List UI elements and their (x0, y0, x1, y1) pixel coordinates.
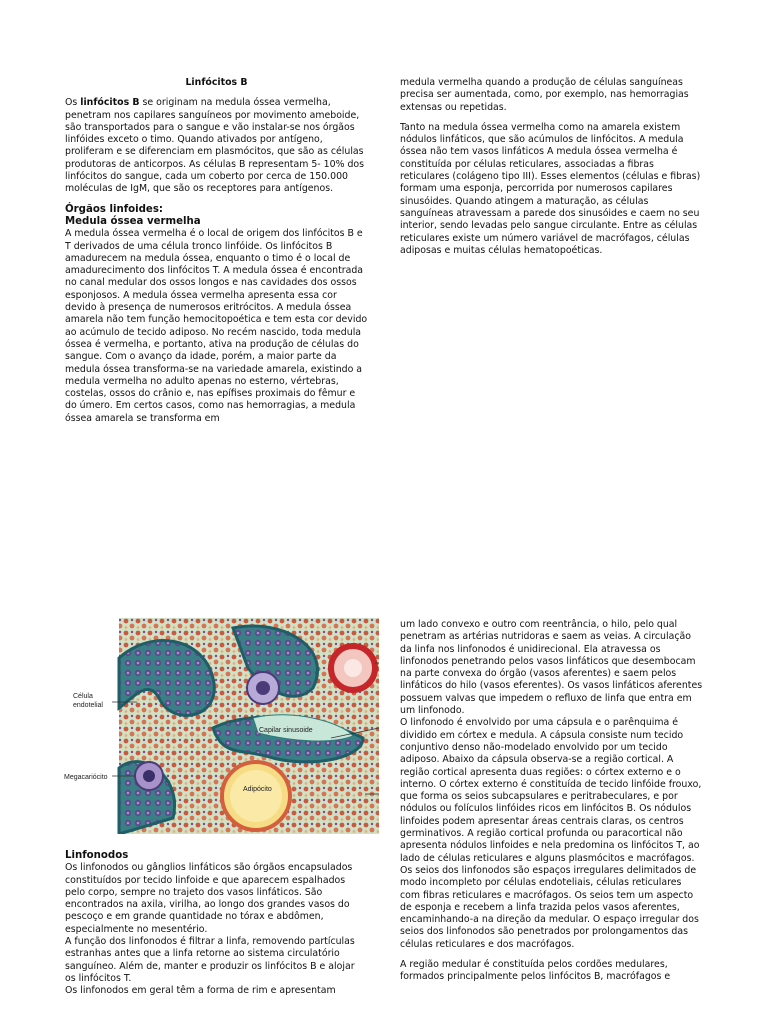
label-capilar-sinusoide: Capilar sinusoide (259, 727, 313, 734)
column-3 (65, 850, 368, 998)
linfonodo-estrutura-paragraph: O linfonodo é envolvido por uma cápsula e o parênquima é dividido em córtex e medula. A cápsula consiste num tecido conjuntivo denso não-modelado envolvido por um tecido adiposo. Abaixo da cápsula observa-se a região cortical. A região cortical apresenta duas regiões: o córtex externo e o interno. O córtex externo é constituída de tecido linfóide frouxo, que forma os seios subcapsulares e peritrabeculares, e por nódulos ou folículos linfóides ricos em linfócitos B. Os nódulos linfoides podem apresentar áreas centrais claras, os centros germinativos. A região cortical profunda ou paracortical não apresenta nódulos linfoides e nela predomina os linfócitos T, ao lado de células reticulares e alguns plasmócitos e macrófagos. Os seios dos linfonodos são espaços irregulares delimitados de modo incompleto por células endoteliais, células reticulares com fibras reticulares e macrófagos. Os seios tem um aspecto de esponja e recebem a linfa trazida pelos vasos aferentes, encaminhando-a na direção da medular. O espaço irregular dos seios dos linfonodos são penetrados por prolongamentos das células reticulares e dos macrófagos. (400, 717, 702, 950)
section-title: Linfócitos B (185, 77, 248, 88)
column-4 (400, 619, 703, 984)
intro-paragraph: Os linfócitos B se originam na medula óssea vermelha, penetram nos capilares sanguíneos por movimento ameboide, são transportados para o sangue e vão instalar-se nos órgãos linfóides exceto o timo. Quando ativados por antígeno, proliferam e se diferenciam em plasmócitos, que são as células produtoras de anticorpos. As células B representam 5- 10% dos linfócitos do sangue, cada um coberto por cerca de 150.000 moléculas de IgM, que são os receptores para antígenos. (65, 97, 365, 195)
heading-medula: Medula óssea vermelha (65, 215, 201, 227)
linfonodo-hilo-paragraph: um lado convexo e outro com reentrância, o hilo, pelo qual penetram as artérias nutridoras e saem as veias. A circulação da linfa nos linfonodos é unidirecional. Ela atravessa os linfonodos penetrando pelos vasos linfáticos que desembocam na parte convexa do órgão (vasos aferentes) e saem pelos linfáticos do hilo (vasos eferentes). Os vasos linfáticos aferentes possuem valvas que impedem o refluxo de linfa que entra em um linfonodo. (400, 619, 703, 717)
linfonodos-paragraph-3: Os linfonodos em geral têm a forma de rim e apresentam (65, 985, 336, 997)
regiao-medular-paragraph: A região medular é constituída pelos cordões medulares, formados principalmente pelos linfócitos B, macrófagos e (400, 959, 671, 983)
linfonodos-paragraph-2: A função dos linfonodos é filtrar a linfa, removendo partículas estranhas antes que a linfa retorne ao sistema circulatório sanguíneo. Além de, manter e produzir os linfócitos B e alojar os linfócitos T. (65, 936, 355, 984)
heading-orgaos: Órgãos linfoides: (65, 203, 163, 215)
heading-linfonodos: Linfonodos (65, 850, 129, 861)
label-megacariocito: Megacariócito (64, 774, 108, 781)
paragraph-nodulos: Tanto na medula óssea vermelha como na amarela existem nódulos linfáticos, que são acúmulos de linfócitos. A medula óssea não tem vasos linfáticos A medula óssea vermelha é constituída por células reticulares, associadas a fibras reticulares (colágeno tipo III). Esses elementos (células e fibras) formam uma esponja, percorrida por numerosos capilares sinusóides. Quando atingem a maturação, as células sanguíneas atravessam a parede dos sinusóides e caem no seu interior, sendo levadas pelo sangue circulante. Entre as células reticulares existe um número variável de macrófagos, células adiposas e muitas células hematopoéticas. (400, 121, 701, 256)
intro-bold-term: linfócitos B (80, 97, 140, 109)
column-1 (65, 77, 368, 433)
linfonodos-paragraph-1: Os linfonodos ou gânglios linfáticos são órgãos encapsulados constituídos por tecido linfoide e que aparecem espalhados pelo corpo, sempre no trajeto dos vasos linfáticos. São encontrados na axila, virilha, ao longo dos grandes vasos do pescoço e em grande quantidade no tórax e abdômen, especialmente no mesentério. (65, 862, 353, 935)
column-2 (400, 77, 703, 265)
label-adipocito: Adipócito (243, 786, 272, 793)
label-celula-endotelial-2: endotelial (73, 702, 103, 709)
paragraph-continued: medula vermelha quando a produção de células sanguíneas precisa ser aumentada, como, por exemplo, nas hemorragias extensas ou repetidas. (400, 77, 689, 113)
bone-marrow-illustration (63, 618, 379, 834)
medula-paragraph: A medula óssea vermelha é o local de origem dos linfócitos B e T derivados de uma célula tronco linfóide. Os linfócitos B amadurecem na medula óssea, enquanto o timo é o local de amadurecimento dos linfócitos T. A medula óssea é encontrada no canal medular dos ossos longos e nas cavidades dos ossos esponjosos. A medula óssea vermelha apresenta essa cor devido à presença de numerosos eritrócitos. A medula óssea amarela não tem função hemocitopoética e tem esta cor devido ao acúmulo de tecido adiposo. No recém nascido, toda medula óssea é vermelha, e portanto, ativa na produção de células do sangue. Com o avanço da idade, porém, a maior parte da medula óssea transforma-se na variedade amarela, existindo a medula vermelha no adulto apenas no esterno, vértebras, costelas, ossos do crânio e, nas epífises proximais do fêmur e do úmero. Em certos casos, como nas hemorragias, a medula óssea amarela se transforma em (65, 228, 368, 424)
label-celula-endotelial-1: Célula (73, 693, 93, 700)
